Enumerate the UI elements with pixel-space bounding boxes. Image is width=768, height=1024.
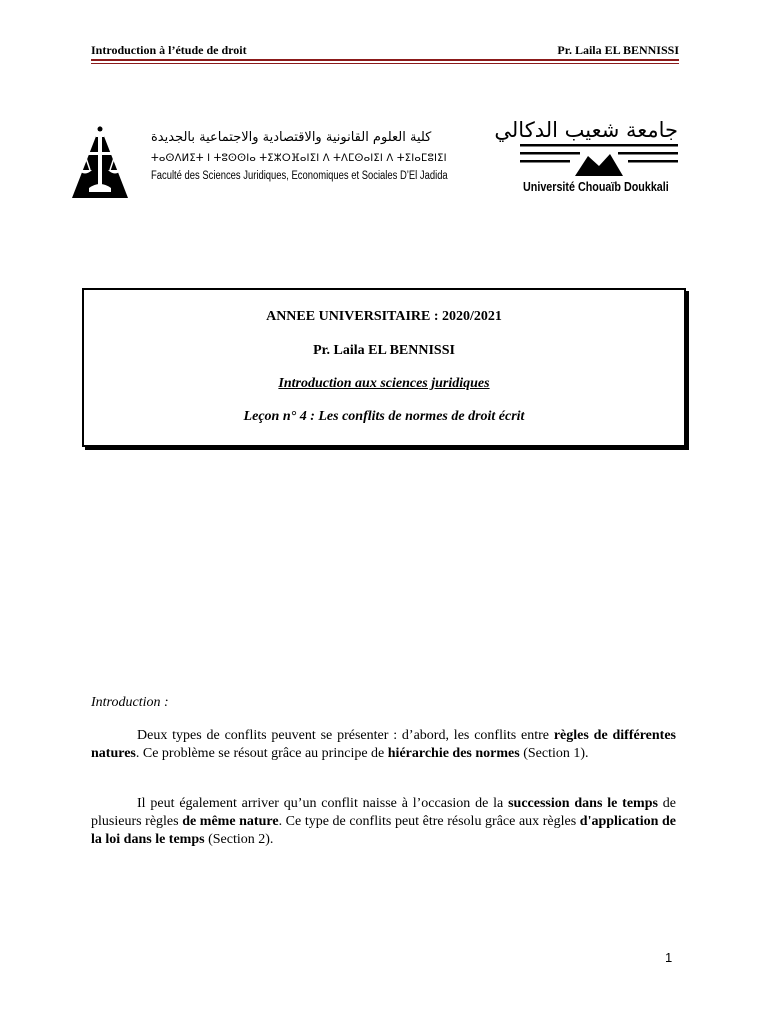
university-name-arabic: جامعة شعيب الدكالي [494, 118, 678, 142]
faculty-name-arabic: كلية العلوم القانونية والاقتصادية والاجتماعية بالجديدة [151, 130, 432, 145]
professor-name: Pr. Laila EL BENNISSI [313, 343, 455, 358]
introduction-heading: Introduction : [91, 695, 169, 710]
university-emblem-icon [520, 142, 678, 178]
faculty-name-french: Faculté des Sciences Juridiques, Economiques et Sociales D’El Jadida [151, 170, 448, 182]
header-rule [91, 59, 679, 61]
paragraph-succession-in-time: Il peut également arriver qu’un conflit naisse à l’occasion de la succession dans le temps de plusieurs règles de même nature. Ce type de conflits peut être résolu grâce aux règles d'application de la loi dans le temps (Section 2). [91, 796, 676, 847]
scales-of-justice-emblem-icon [71, 124, 129, 199]
academic-year: ANNEE UNIVERSITAIRE : 2020/2021 [266, 309, 502, 324]
page-number: 1 [665, 950, 673, 965]
university-name-french: Université Chouaïb Doukkali [523, 180, 669, 194]
course-info-box [82, 288, 686, 447]
paragraph-conflict-types: Deux types de conflits peuvent se présenter : d’abord, les conflits entre règles de différentes natures. Ce problème se résout grâce au principe de hiérarchie des normes (Section 1). [91, 728, 676, 761]
header-rule-thin [91, 63, 679, 64]
header-document-title: Introduction à l’étude de droit [91, 43, 247, 57]
faculty-name-tifinagh: ⵜⴰⵙⴷⵍⵉⵜ ⵏ ⵜⵓⵙⵙⵏⴰ ⵜⵉⵣⵔⴼⴰⵏⵉⵏ ⴷ ⵜⴷⵎⵙⴰⵏⵉⵏ ⴷ ⵜⵉⵏⴰⵎⵓⵏⵉⵏ [151, 153, 447, 164]
page-header [91, 40, 679, 68]
lesson-title: Leçon n° 4 : Les conflits de normes de droit écrit [243, 409, 525, 424]
course-title: Introduction aux sciences juridiques [278, 376, 490, 391]
header-author: Pr. Laila EL BENNISSI [557, 43, 679, 57]
